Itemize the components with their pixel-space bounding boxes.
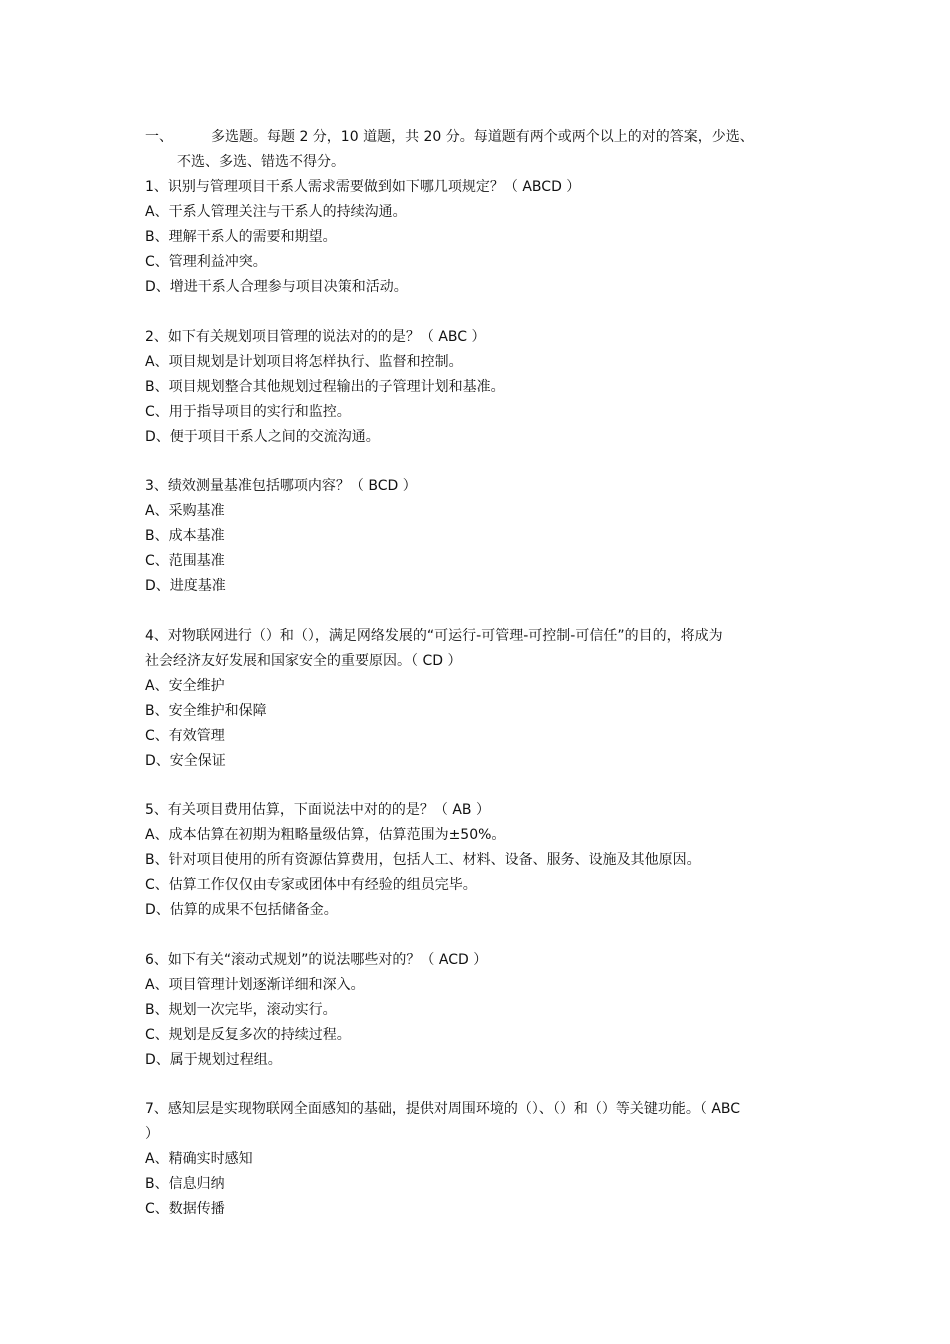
section-number: 一、 <box>145 129 173 145</box>
option-d: D、安全保证 <box>145 752 226 769</box>
question-stem-line1: 4、对物联网进行（）和（），满足网络发展的“可运行-可管理-可控制-可信任”的目的，将成为 <box>145 627 723 644</box>
question-stem: 5、有关项目费用估算，下面说法中对的的是？（ AB ） <box>145 802 490 818</box>
option-c: C、用于指导项目的实行和监控。 <box>145 403 351 420</box>
option-b: B、理解干系人的需要和期望。 <box>145 229 337 245</box>
option-a: A、安全维护 <box>145 677 225 694</box>
option-d: D、便于项目干系人之间的交流沟通。 <box>145 428 380 445</box>
option-a: A、成本估算在初期为粗略量级估算，估算范围为±50%。 <box>145 827 506 843</box>
option-d: D、进度基准 <box>145 578 226 594</box>
question-stem: 2、如下有关规划项目管理的说法对的的是？（ ABC ） <box>145 328 486 345</box>
question-3 <box>145 474 825 599</box>
option-b: B、规划一次完毕，滚动实行。 <box>145 1001 337 1018</box>
section-heading <box>145 125 825 150</box>
question-stem-line1: 7、感知层是实现物联网全面感知的基础，提供对周围环境的（）、（）和（）等关键功能。（ ABC <box>145 1101 741 1117</box>
option-c: C、估算工作仅仅由专家或团体中有经验的组员完毕。 <box>145 877 477 893</box>
option-c: C、范围基准 <box>145 553 225 569</box>
option-b: B、成本基准 <box>145 528 225 544</box>
option-d: D、属于规划过程组。 <box>145 1051 282 1068</box>
question-6 <box>145 948 825 1073</box>
question-4 <box>145 624 825 774</box>
option-c: C、规划是反复多次的持续过程。 <box>145 1026 351 1043</box>
question-5 <box>145 798 825 923</box>
option-a: A、项目管理计划逐渐详细和深入。 <box>145 976 365 993</box>
question-stem-line2: ） <box>145 1126 159 1142</box>
question-1 <box>145 175 825 300</box>
option-b: B、安全维护和保障 <box>145 702 267 719</box>
question-stem: 1、识别与管理项目干系人需求需要做到如下哪几项规定？（ ABCD ） <box>145 179 581 195</box>
question-stem: 6、如下有关“滚动式规划”的说法哪些对的？（ ACD ） <box>145 951 488 968</box>
option-b: B、项目规划整合其他规划过程输出的子管理计划和基准。 <box>145 378 505 395</box>
question-2 <box>145 325 825 450</box>
question-stem-line2: 社会经济友好发展和国家安全的重要原因。（ CD ） <box>145 652 462 669</box>
option-a: A、项目规划是计划项目将怎样执行、监督和控制。 <box>145 353 463 370</box>
option-c: C、有效管理 <box>145 727 225 744</box>
option-d: D、增进干系人合理参与项目决策和活动。 <box>145 279 408 295</box>
option-a: A、精确实时感知 <box>145 1151 253 1167</box>
question-stem: 3、绩效测量基准包括哪项内容？（ BCD ） <box>145 478 417 494</box>
option-b: B、信息归纳 <box>145 1176 225 1192</box>
section-title-line1: 多选题。每题 2 分，10 道题，共 20 分。每道题有两个或两个以上的对的答案，少选、 <box>211 129 754 145</box>
document-content <box>145 125 825 1222</box>
option-c: C、数据传播 <box>145 1201 225 1217</box>
option-b: B、针对项目使用的所有资源估算费用，包括人工、材料、设备、服务、设施及其他原因。 <box>145 852 701 868</box>
option-a: A、干系人管理关注与干系人的持续沟通。 <box>145 204 407 220</box>
option-a: A、采购基准 <box>145 503 225 519</box>
section-title-line2: 不选、多选、错选不得分。 <box>177 154 345 170</box>
option-d: D、估算的成果不包括储备金。 <box>145 902 338 918</box>
option-c: C、管理利益冲突。 <box>145 254 267 270</box>
question-7 <box>145 1097 825 1222</box>
